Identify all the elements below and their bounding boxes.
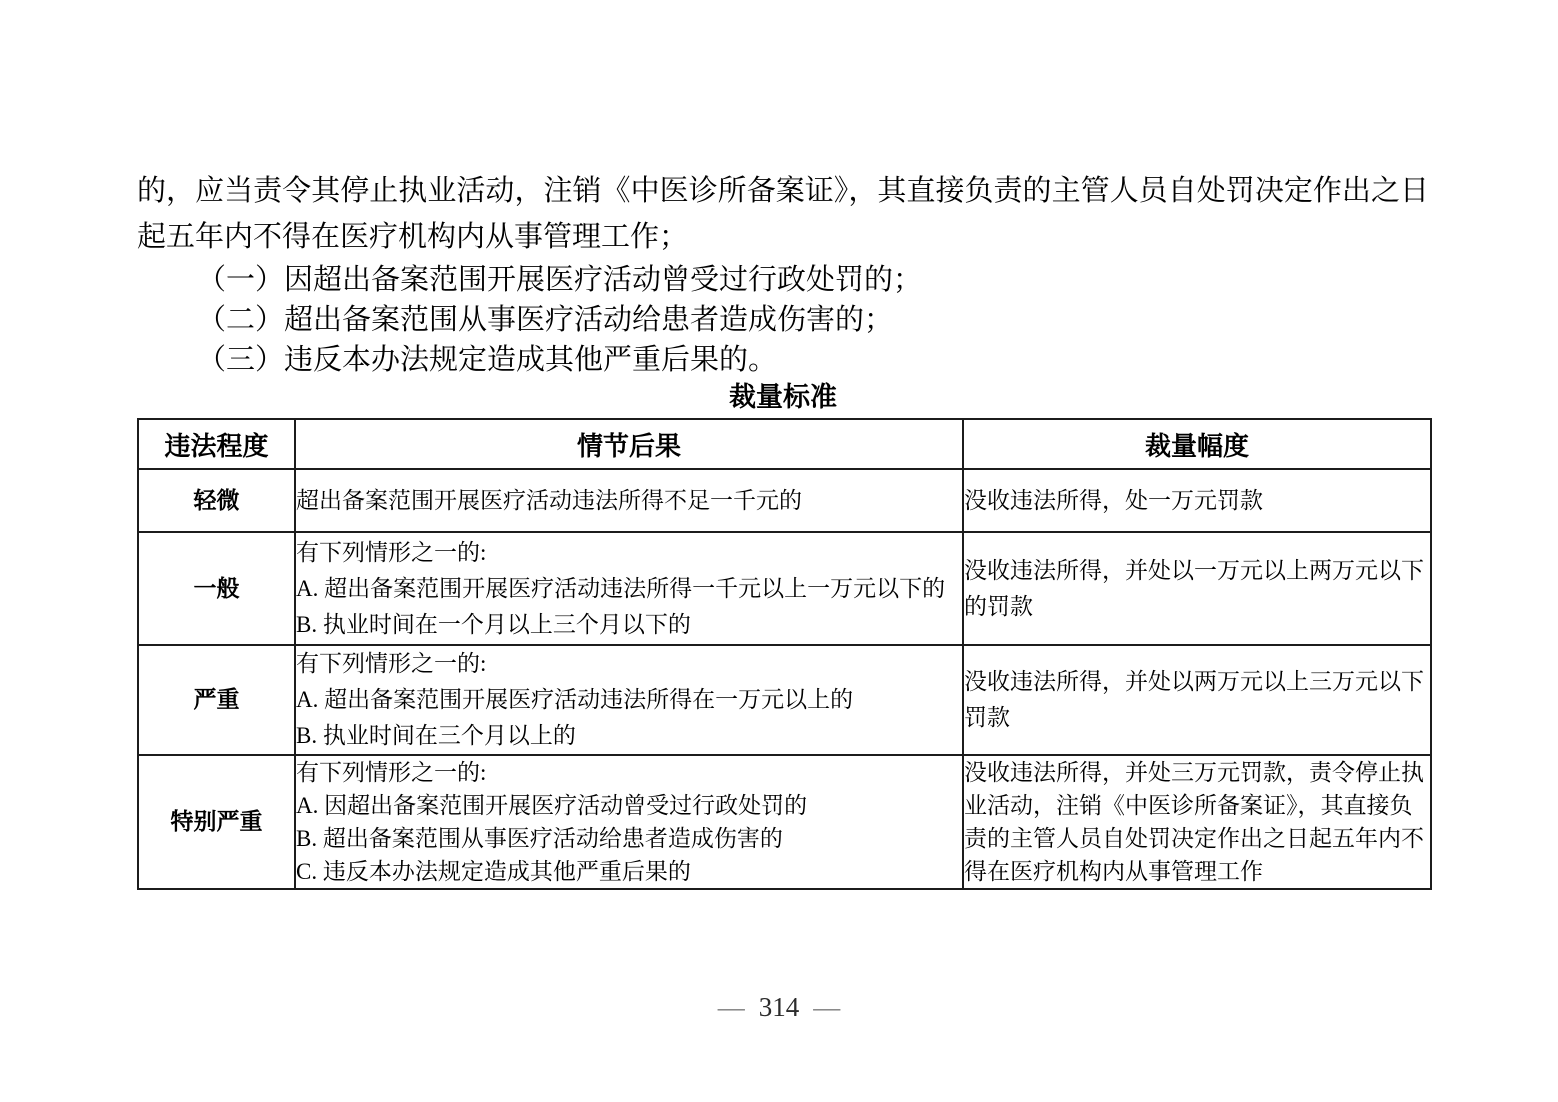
cell-line: B. 超出备案范围从事医疗活动给患者造成伤害的	[296, 826, 783, 851]
page-number	[0, 992, 1558, 1023]
circumstance-cell	[295, 469, 963, 532]
circumstance-cell	[295, 645, 963, 755]
level-cell: 一般	[138, 532, 295, 645]
cell-line: B. 执业时间在三个月以上的	[296, 723, 576, 748]
cell-line: C. 违反本办法规定造成其他严重后果的	[296, 859, 691, 884]
cell-line: A. 超出备案范围开展医疗活动违法所得在一万元以上的	[296, 687, 854, 712]
document-content	[137, 168, 1429, 890]
col-header-circumstance: 情节后果	[295, 419, 963, 469]
cell-line: B. 执业时间在一个月以上三个月以下的	[296, 611, 691, 637]
page-number-value: 314	[758, 992, 800, 1022]
table-header-row	[138, 419, 1431, 469]
cell-line: 有下列情形之一的:	[296, 760, 487, 785]
list-item-1: （一）因超出备案范围开展医疗活动曾受过行政处罚的；	[197, 264, 923, 296]
cell-line: A. 因超出备案范围开展医疗活动曾受过行政处罚的	[296, 793, 808, 818]
table-row-especially-serious	[138, 755, 1431, 889]
circumstance-cell	[295, 755, 963, 889]
table-row-serious	[138, 645, 1431, 755]
list-item-2: （二）超出备案范围从事医疗活动给患者造成伤害的；	[197, 304, 894, 336]
discretion-standards-table	[137, 418, 1432, 890]
discretion-cell: 没收违法所得，并处以两万元以上三万元以下罚款	[963, 645, 1431, 755]
page-number-dash-right: —	[813, 992, 841, 1022]
cell-line: 有下列情形之一的:	[296, 539, 487, 565]
discretion-cell: 没收违法所得，处一万元罚款	[963, 469, 1431, 532]
level-cell: 特别严重	[138, 755, 295, 889]
circumstance-cell	[295, 532, 963, 645]
discretion-cell: 没收违法所得，并处三万元罚款，责令停止执业活动，注销《中医诊所备案证》，其直接负责的主管人员自处罚决定作出之日起五年内不得在医疗机构内从事管理工作	[963, 755, 1431, 889]
col-header-discretion-range: 裁量幅度	[963, 419, 1431, 469]
table-title: 裁量标准	[729, 382, 837, 412]
list-item-3: （三）违反本办法规定造成其他严重后果的。	[197, 344, 778, 376]
lead-paragraph: 的，应当责令其停止执业活动，注销《中医诊所备案证》，其直接负责的主管人员自处罚决定作出之日起五年内不得在医疗机构内从事管理工作；	[137, 175, 1429, 253]
cell-line: 超出备案范围开展医疗活动违法所得不足一千元的	[296, 487, 802, 513]
discretion-cell: 没收违法所得，并处以一万元以上两万元以下的罚款	[963, 532, 1431, 645]
table-row-minor	[138, 469, 1431, 532]
level-cell: 严重	[138, 645, 295, 755]
cell-line: A. 超出备案范围开展医疗活动违法所得一千元以上一万元以下的	[296, 575, 946, 601]
col-header-violation-level: 违法程度	[138, 419, 295, 469]
table-row-general	[138, 532, 1431, 645]
cell-line: 有下列情形之一的:	[296, 651, 487, 676]
level-cell: 轻微	[138, 469, 295, 532]
page-number-dash-left: —	[717, 992, 745, 1022]
